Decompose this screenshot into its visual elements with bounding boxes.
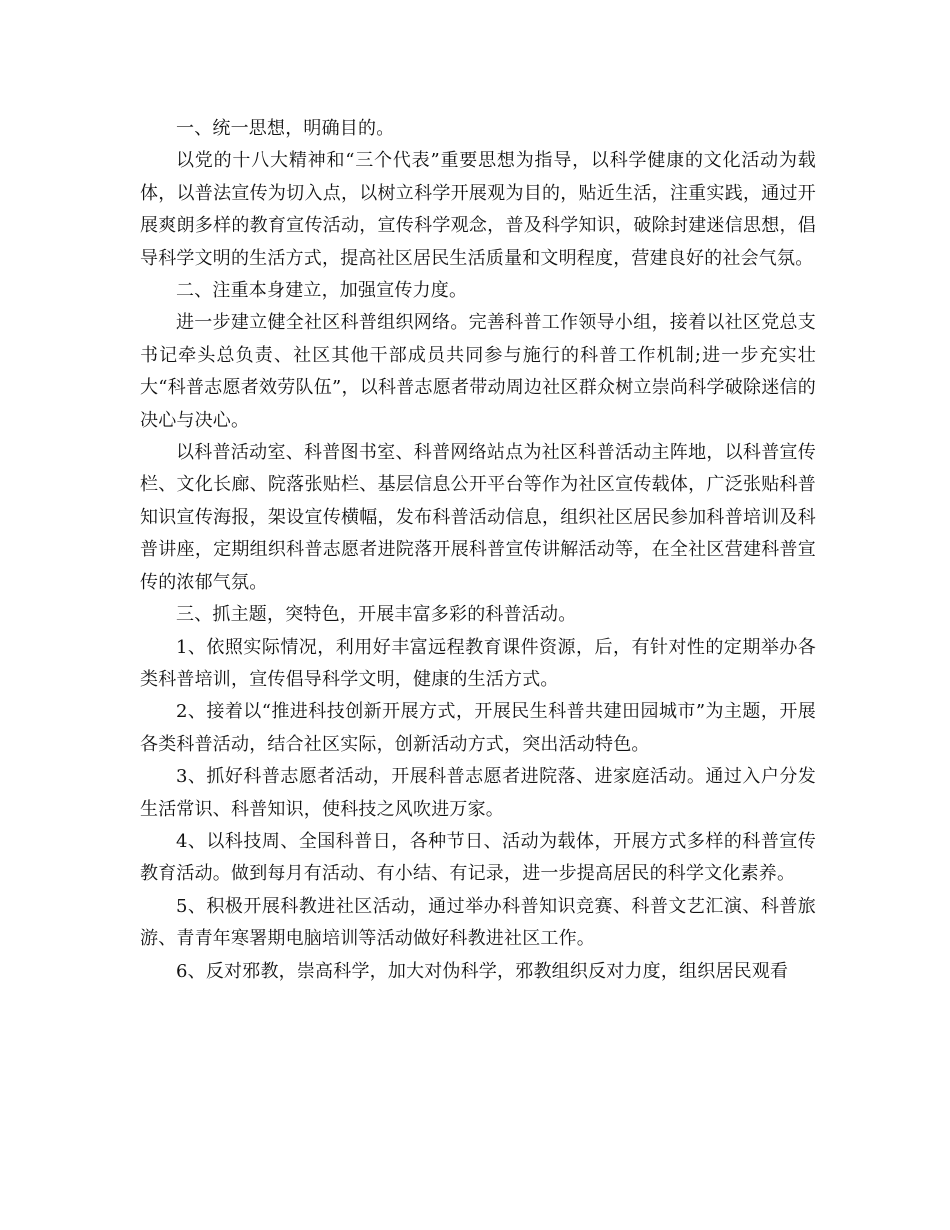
list-item: 5、积极开展科教进社区活动，通过举办科普知识竞赛、科普文艺汇演、科普旅游、青青年寒署期电脑培训等活动做好科教进社区工作。 bbox=[140, 895, 816, 950]
paragraph: 以党的十八大精神和“三个代表”重要思想为指导，以科学健康的文化活动为载体，以普法宣传为切入点，以树立科学开展观为目的，贴近生活，注重实践，通过开展爽朗多样的教育宣传活动，宣传科学观念，普及科学知识，破除封建迷信思想，倡导科学文明的生活方式，提高社区居民生活质量和文明程度，营建良好的社会气氛。 bbox=[140, 150, 816, 269]
paragraph: 以科普活动室、科普图书室、科普网络站点为社区科普活动主阵地，以科普宣传栏、文化长廊、院落张贴栏、基层信息公开平台等作为社区宣传载体，广泛张贴科普知识宣传海报，架设宣传横幅，发布科普活动信息，组织社区居民参加科普培训及科普讲座，定期组织科普志愿者进院落开展科普宣传讲解活动等，在全社区营建科普宣传的浓郁气氛。 bbox=[140, 442, 816, 593]
heading-one: 一、统一思想，明确目的。 bbox=[176, 118, 395, 139]
heading-three: 三、抓主题，突特色，开展丰富多彩的科普活动。 bbox=[176, 604, 577, 626]
paragraph: 进一步建立健全社区科普组织网络。完善科普工作领导小组，接着以社区党总支书记牵头总负责、社区其他干部成员共同参与施行的科普工作机制;进一步充实壮大“科普志愿者效劳队伍”，以科普志愿者带动周边社区群众树立崇尚科学破除迷信的决心与决心。 bbox=[140, 312, 816, 431]
heading-two: 二、注重本身建立，加强宣传力度。 bbox=[176, 280, 468, 302]
document-body bbox=[140, 113, 816, 988]
list-item: 4、以科技周、全国科普日，各种节日、活动为载体，开展方式多样的科普宣传教育活动。做到每月有活动、有小结、有记录，进一步提高居民的科学文化素养。 bbox=[140, 830, 816, 885]
list-item: 2、接着以“推进科技创新开展方式，开展民生科普共建田园城市”为主题，开展各类科普活动，结合社区实际，创新活动方式，突出活动特色。 bbox=[140, 701, 816, 755]
list-item: 1、依照实际情况，利用好丰富远程教育课件资源，后，有针对性的定期举办各类科普培训，宣传倡导科学文明，健康的生活方式。 bbox=[140, 636, 816, 690]
list-item: 3、抓好科普志愿者活动，开展科普志愿者进院落、进家庭活动。通过入户分发生活常识、科普知识，使科技之风吹进万家。 bbox=[140, 766, 816, 820]
list-item: 6、反对邪教，崇高科学，加大对伪科学，邪教组织反对力度，组织居民观看 bbox=[176, 960, 789, 982]
